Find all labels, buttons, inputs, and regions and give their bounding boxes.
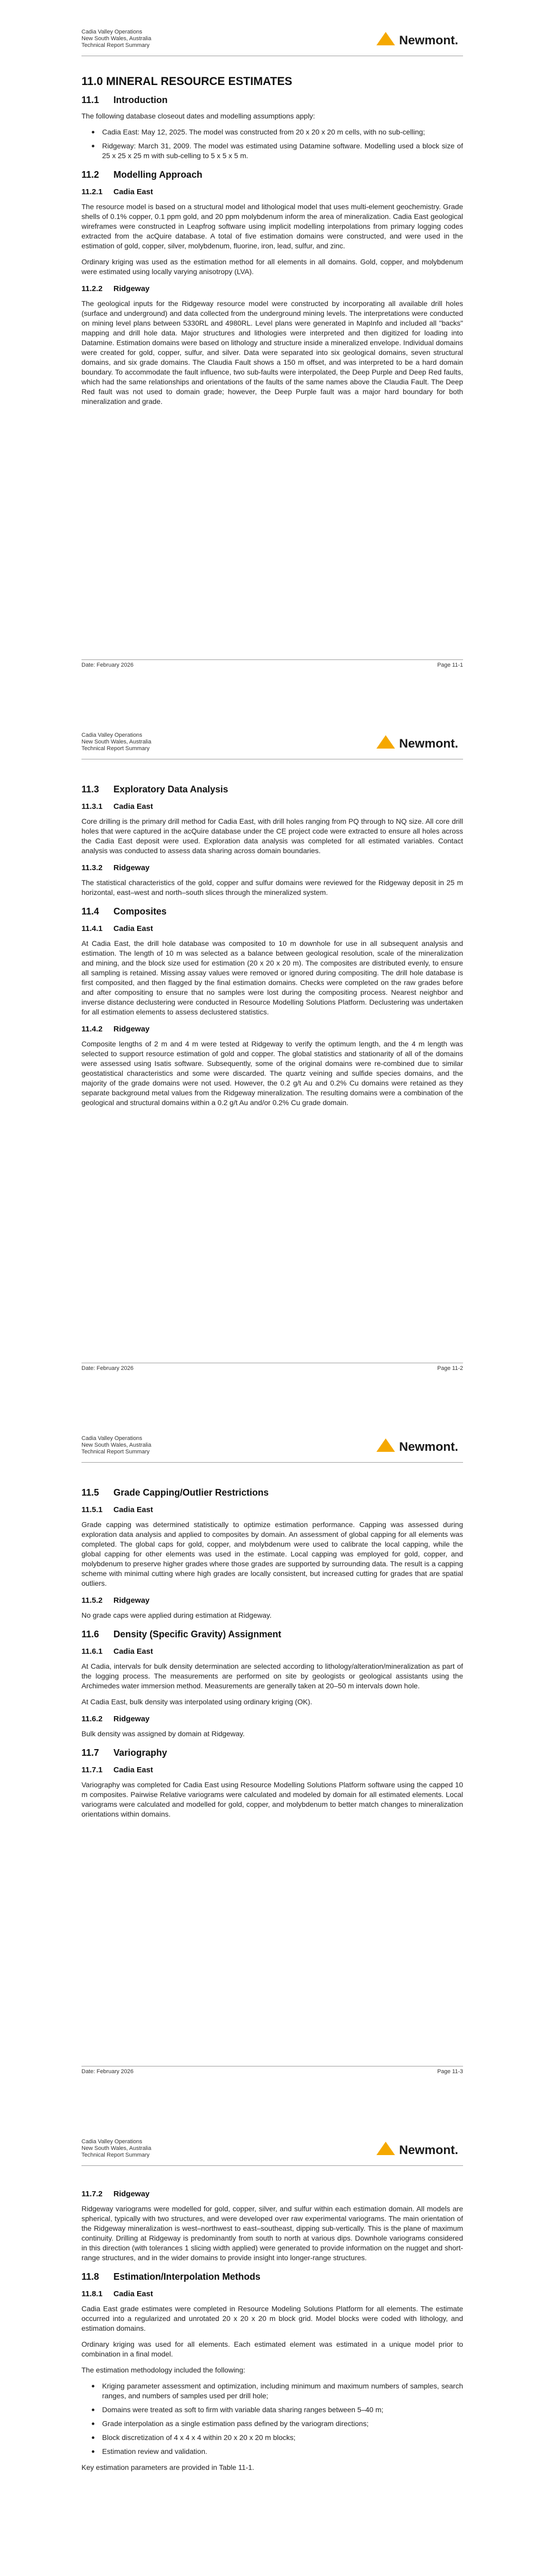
logo-text: Newmont. [399, 737, 458, 751]
paragraph: Bulk density was assigned by domain at Ridgeway. [81, 1730, 245, 1738]
heading-11-6-2: 11.6.2 Ridgeway [81, 1715, 150, 1723]
footer-date: Date: February 2026 [81, 1365, 134, 1371]
newmont-logo [370, 1435, 463, 1456]
header-line-2: New South Wales, Australia [81, 2145, 152, 2151]
paragraph: The resource model is based on a structural model and lithological model that uses multi-element geochemistry. Grade shells of 0.1% copper, 0.1 ppm gold, and 20 ppm molybdenum inform the area of mineralization. Cadia East geological wireframes were constructed in Leapfrog software using implicit modelling interpolations from primary logging codes extracted from the acQuire database. A total of five estimation domains were constructed, and were used in the estimation of gold, copper, silver, molybdenum, fluorine, iron, lead, sulfur, and zinc. [81, 202, 463, 250]
header-line-2: New South Wales, Australia [81, 1442, 152, 1448]
heading-11-4: 11.4 Composites [81, 906, 167, 917]
heading-11-7-1: 11.7.1 Cadia East [81, 1766, 153, 1774]
header-line-2: New South Wales, Australia [81, 36, 152, 42]
page-4 [0, 2110, 544, 2576]
page-header [81, 730, 463, 759]
header-line-3: Technical Report Summary [81, 745, 150, 752]
paragraph: No grade caps were applied during estimation at Ridgeway. [81, 1611, 272, 1619]
page-2 [0, 703, 544, 1406]
page-1 [0, 0, 544, 703]
list-item: Block discretization of 4 x 4 x 4 within 20 x 20 x 20 m blocks; [102, 2433, 463, 2443]
paragraph: Ordinary kriging was used for all elements. Each estimated element was estimated in a unique model prior to combination in a final model. [81, 2340, 463, 2358]
paragraph: Core drilling is the primary drill method for Cadia East, with drill holes ranging from PQ through to NQ size. All core drill holes that were captured in the acQuire database under the CE project code were extracted to ensure all holes across the Cadia East deposit were used. Exploration data analysis was completed for all estimated variables. Contact analysis was conducted to assess data sharing across domain boundaries. [81, 817, 463, 855]
heading-11-4-1: 11.4.1 Cadia East [81, 924, 153, 933]
paragraph: The estimation methodology included the following: [81, 2366, 245, 2374]
paragraph: Ridgeway variograms were modelled for gold, copper, silver, and sulfur within each estimation domain. All models are spherical, typically with two structures, and were developed over raw experimental variograms. The main orientation of the Ridgeway mineralization is west–northwest to east–southeast, dipping sub-vertically. This is the plane of maximum continuity. Drilling at Ridgeway is predominantly from south to north at various dips. Downhole variograms considered in this direction (with tolerances 1 slicing width applied) were generated to provide information on the nugget and short-range structures, and in the wider domains to provide insight into longer-range structures. [81, 2205, 463, 2262]
logo-mark-icon [376, 32, 395, 45]
list-item: Estimation review and validation. [102, 2447, 463, 2456]
paragraph: Variography was completed for Cadia East using Resource Modelling Solutions Platform software using the capped 10 m composites. Pairwise Relative variograms were calculated and modeled by domain for all estimated elements. Local variograms were calculated and modelled for gold, copper, and molybdenum to better match changes to mineralization orientations within domains. [81, 1781, 463, 1818]
page-1-content [81, 72, 463, 413]
header-line-3: Technical Report Summary [81, 1449, 150, 1455]
paragraph: The following database closeout dates and modelling assumptions apply: [81, 112, 315, 120]
heading-11-2: 11.2 Modelling Approach [81, 170, 203, 180]
heading-11-8-1: 11.8.1 Cadia East [81, 2290, 153, 2298]
heading-11-1: 11.1 Introduction [81, 95, 168, 105]
footer-page-number: Page 11-2 [437, 1365, 463, 1371]
paragraph: At Cadia, intervals for bulk density determination are selected according to lithology/alteration/mineralization as part of the logging process. The measurements are performed on site by geologists or geological assistants using the Archimedes water immersion method. Measurements are generally taken at 20–50 m intervals down hole. [81, 1662, 463, 1690]
paragraph: At Cadia East, bulk density was interpolated using ordinary kriging (OK). [81, 1698, 312, 1706]
paragraph: Ordinary kriging was used as the estimation method for all elements in all domains. Gold, copper, and molybdenum were estimated using locally varying anisotropy (LVA). [81, 258, 463, 276]
newmont-logo [370, 732, 463, 753]
heading-11-5-1: 11.5.1 Cadia East [81, 1505, 153, 1514]
page-footer [81, 1363, 463, 1371]
page-header [81, 27, 463, 56]
heading-11-8: 11.8 Estimation/Interpolation Methods [81, 2272, 261, 2282]
footer-date: Date: February 2026 [81, 662, 134, 668]
footer-page-number: Page 11-3 [437, 2069, 463, 2075]
logo-text: Newmont. [399, 2143, 458, 2157]
page-3 [0, 1406, 544, 2110]
paragraph: Key estimation parameters are provided in Table 11-1. [81, 2463, 254, 2471]
list-item: Kriging parameter assessment and optimization, including minimum and maximum numbers of samples, search ranges, and numbers of samples used per drill hole; [102, 2382, 463, 2400]
heading-11-2-2: 11.2.2 Ridgeway [81, 284, 150, 293]
header-line-1: Cadia Valley Operations [81, 2139, 142, 2145]
page-footer [81, 659, 463, 668]
paragraph: The statistical characteristics of the gold, copper and sulfur domains were reviewed for the Ridgeway deposit in 25 m horizontal, east–west and north–south slices through the mineralized system. [81, 878, 463, 896]
header-line-1: Cadia Valley Operations [81, 732, 142, 738]
page-3-content [81, 1479, 463, 1825]
section-title: 11.0 MINERAL RESOURCE ESTIMATES [81, 75, 292, 88]
logo-mark-icon [376, 2142, 395, 2155]
list-item: Ridgeway: March 31, 2009. The model was estimated using Datamine software. Modelling used a block size of 25 x 25 x 25 m with sub-celling to 5 x 5 x 5 m. [102, 142, 463, 160]
footer-date: Date: February 2026 [81, 2069, 134, 2075]
heading-11-3-2: 11.3.2 Ridgeway [81, 863, 150, 872]
heading-11-5: 11.5 Grade Capping/Outlier Restrictions [81, 1487, 269, 1498]
heading-11-3-1: 11.3.1 Cadia East [81, 802, 153, 811]
logo-text: Newmont. [399, 33, 458, 47]
footer-page-number: Page 11-1 [437, 662, 463, 668]
page-4-content [81, 2182, 463, 2479]
paragraph: Grade capping was determined statistically to optimize estimation performance. Capping was assessed during exploration data analysis and applied to composites by domain. An assessment of global capping for all elements was completed. The global caps for gold, copper, and molybdenum were used to calibrate the local capping, while the global capping for other elements was used in the estimate. Local capping was employed for gold, copper, and molybdenum to preserve higher grades where those grades are supported by surrounding data. The result is a capping scheme with minimal cutting where high grades are locally consistent, but increased cutting for grades that are spatial outliers. [81, 1520, 463, 1587]
header-line-3: Technical Report Summary [81, 42, 150, 48]
paragraph: Composite lengths of 2 m and 4 m were tested at Ridgeway to verify the optimum length, and the 4 m length was selected to support resource estimation of gold and copper. The global statistics and stationarity of all of the domains were assessed using Isatis software. Subsequently, some of the original domains were re-combined due to similar geostatistical characteristics and some were discarded. The quartz veining and sulfide species domains, and the majority of the grade domains were not used. However, the 0.2 g/t Au and 0.2% Cu domains were retained as they separate background metal values from the Ridgeway mineralization. The resulting domains were a combination of the geological and structural domains within a 0.2 g/t Au and/or 0.2% Cu grade domain. [81, 1040, 463, 1107]
heading-11-7-2: 11.7.2 Ridgeway [81, 2190, 150, 2198]
paragraph: Cadia East grade estimates were completed in Resource Modeling Solutions Platform for all elements. The estimate occurred into a regularized and unrotated 20 x 20 x 20 m block grid. Model blocks were coded with lithology, and estimation domains. [81, 2304, 463, 2332]
heading-11-6: 11.6 Density (Specific Gravity) Assignment [81, 1629, 282, 1639]
page-footer [81, 2066, 463, 2075]
heading-11-5-2: 11.5.2 Ridgeway [81, 1596, 150, 1605]
paragraph: At Cadia East, the drill hole database was composited to 10 m downhole for use in all subsequent analysis and estimation. The length of 10 m was selected as a balance between geological resolution, scale of the mineralization and mining, and the block size used for estimation (20 x 20 x 20 m). The composites are distributed evenly, to ensure all sampling is retained. Missing assay values were removed or ignored during compositing. The drill hole database is first composited, and then flagged by the final estimation domains. Checks were completed on the raw grades before and after compositing to ensure that no samples were lost during the compositing process. Nearest neighbor and inverse distance declustering were conducted in Resource Modelling Solutions Platform. Declustering was undertaken for all estimation elements to assess declustered statistics. [81, 939, 463, 1016]
newmont-logo [370, 29, 463, 49]
page-header [81, 1433, 463, 1463]
list-item: Grade interpolation as a single estimation pass defined by the variogram directions; [102, 2419, 463, 2429]
logo-mark-icon [376, 1438, 395, 1452]
page-2-content [81, 775, 463, 1114]
page-header [81, 2137, 463, 2166]
bullet-list [81, 2381, 463, 2456]
logo-mark-icon [376, 735, 395, 749]
newmont-logo [370, 2139, 463, 2159]
header-line-3: Technical Report Summary [81, 2152, 150, 2158]
paragraph: The geological inputs for the Ridgeway resource model were constructed by incorporating all available drill holes (surface and underground) and data collected from the underground mining levels. The interpretations were conducted on mining level plans between 5330RL and 4980RL. Level plans were generated in MapInfo and included all "backs" mapping and drill hole data. Major structures and lithologies were interpreted and then digitized for loading into Datamine. Estimation domains were based on lithology and structure inside a mineralized envelope. Individual domains were created for gold, copper, sulfur, and silver. Data were separated into six geological domains, seven structural domains, and six grade domains. The Claudia Fault shows a 150 m offset, and was interpreted to be a hard domain boundary. To accommodate the fault influence, two sub-faults were interpolated, the Deep Purple and Deep Red faults, which had the same relationships and orientations of the faults of the same names above the Claudia Fault. The Deep Red fault was not used to domain grade; however, the Deep Purple fault was a major hard boundary for both mineralization and grade. [81, 299, 463, 405]
heading-11-3: 11.3 Exploratory Data Analysis [81, 784, 228, 794]
list-item: Cadia East: May 12, 2025. The model was constructed from 20 x 20 x 20 m cells, with no sub-celling; [102, 127, 463, 137]
bullet-list [81, 127, 463, 161]
header-line-1: Cadia Valley Operations [81, 1435, 142, 1442]
list-item: Domains were treated as soft to firm with variable data sharing ranges between 5–40 m; [102, 2405, 463, 2415]
logo-text: Newmont. [399, 1440, 458, 1454]
heading-11-7: 11.7 Variography [81, 1748, 168, 1758]
heading-11-6-1: 11.6.1 Cadia East [81, 1647, 153, 1656]
heading-11-2-1: 11.2.1 Cadia East [81, 188, 153, 196]
header-line-2: New South Wales, Australia [81, 739, 152, 745]
header-line-1: Cadia Valley Operations [81, 29, 142, 35]
heading-11-4-2: 11.4.2 Ridgeway [81, 1025, 150, 1033]
